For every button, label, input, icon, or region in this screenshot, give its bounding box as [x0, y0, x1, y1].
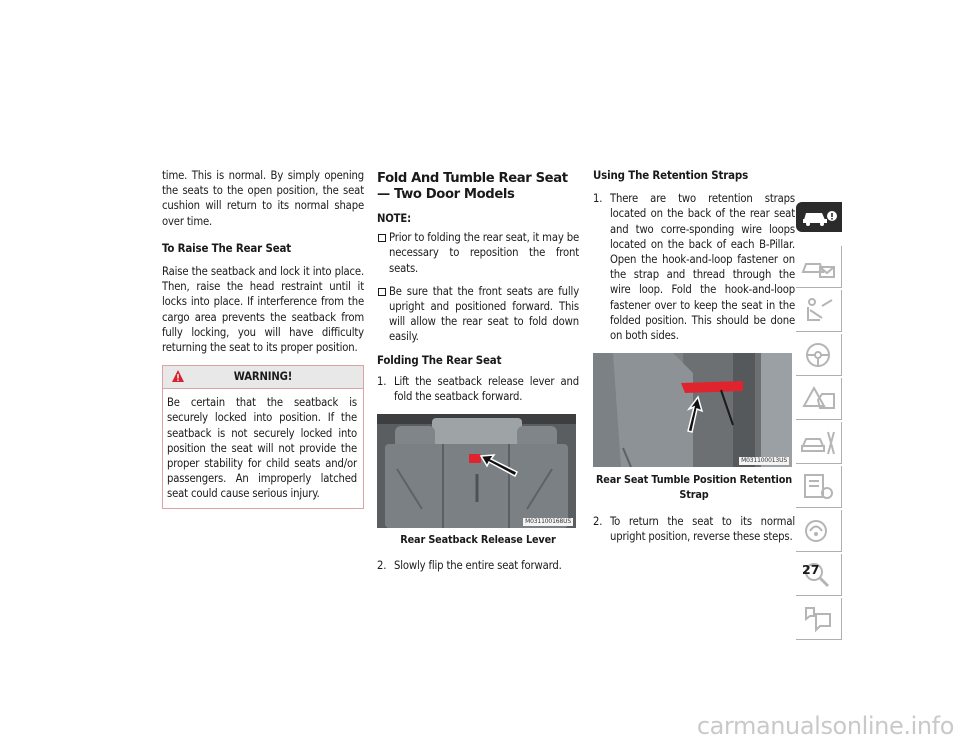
- vehicle-info-icon: [800, 207, 838, 227]
- strap-illustration: [593, 353, 792, 467]
- warning-title: WARNING!: [233, 370, 293, 384]
- warning-triangle-icon: [171, 369, 185, 383]
- fold-tumble-heading: Fold And Tumble Rear Seat — Two Door Models: [377, 171, 568, 202]
- column-middle: [377, 168, 579, 574]
- retention-strap-photo: [593, 353, 792, 467]
- step-item: [593, 514, 795, 544]
- step-item: [593, 191, 795, 343]
- image-code: M031100013US: [741, 457, 787, 465]
- tab-multimedia[interactable]: [796, 510, 842, 552]
- safety-messages-icon: [800, 252, 838, 282]
- intro-paragraph: time. This is normal. By simply opening the seats to the open position, the seat cushion will return to its normal shape over time.: [162, 169, 364, 228]
- languages-icon: [800, 604, 838, 634]
- emergency-icon: [800, 384, 838, 414]
- steering-wheel-icon: [800, 340, 838, 370]
- tab-specifications[interactable]: [796, 466, 842, 508]
- seatback-illustration: [377, 414, 576, 528]
- step-number: 1.: [593, 192, 603, 206]
- warning-header: [163, 366, 363, 389]
- folding-heading: Folding The Rear Seat: [377, 352, 502, 367]
- step-text: There are two retention straps located on the back of the rear seat and two corre-sponding wire loops located on the back of each B-Pillar. Open the hook-and-loop fastener on the strap and thread through the wire loop. Fold the hook-and-loop fastener over to keep the seat in the folded position. This should be done on both sides.: [610, 192, 795, 343]
- tab-vehicle-info[interactable]: [796, 202, 842, 232]
- note-bullet-text: Prior to folding the rear seat, it may be necessary to reposition the front seats.: [389, 231, 579, 275]
- step-text: To return the seat to its normal upright position, reverse these steps.: [610, 514, 795, 543]
- column-right: [593, 168, 795, 544]
- step-number: 2.: [377, 559, 387, 573]
- image-code: M031100168US: [525, 518, 571, 526]
- tab-safety-messages[interactable]: [796, 246, 842, 288]
- watermark: carmanualsonline.info: [696, 712, 954, 740]
- rear-seatback-photo: [377, 414, 576, 528]
- specifications-icon: [800, 472, 838, 502]
- service-tools-icon: [800, 428, 838, 458]
- warning-text: Be certain that the seatback is securely locked into position. If the seatback is not securely locked into position the seat will not provide the proper stability for child seats and/or passengers. An improperly latched seat could cause serious injury.: [167, 396, 357, 501]
- note-bullet: [377, 284, 579, 345]
- tab-emergency[interactable]: [796, 378, 842, 420]
- note-bullet: [377, 230, 579, 276]
- step-item: [377, 558, 579, 573]
- multimedia-icon: [800, 516, 838, 546]
- raise-seat-heading: To Raise The Rear Seat: [162, 240, 292, 255]
- seats-safety-icon: [800, 296, 838, 326]
- column-left: [162, 168, 364, 509]
- step-item: [377, 374, 579, 404]
- note-bullet-text: Be sure that the front seats are fully upright and positioned forward. This will allow the rear seat to fold down easily.: [389, 284, 579, 344]
- raise-seat-paragraph: Raise the seatback and lock it into place. Then, raise the head restraint until it locks into place. If interference from the cargo area prevents the seatback from fully locking, you will have difficulty returning the seat to its proper position.: [162, 265, 364, 355]
- retention-straps-heading: Using The Retention Straps: [593, 168, 749, 182]
- note-label: NOTE:: [377, 212, 411, 225]
- step-text: Lift the seatback release lever and fold the seatback forward.: [394, 374, 579, 404]
- tab-languages[interactable]: [796, 598, 842, 640]
- tab-steering[interactable]: [796, 334, 842, 376]
- page-number: 27: [802, 562, 820, 577]
- step-text: Slowly flip the entire seat forward.: [394, 559, 562, 573]
- warning-box: [162, 365, 364, 508]
- tab-seats-safety[interactable]: [796, 290, 842, 332]
- checkbox-bullet-icon: [378, 288, 386, 296]
- image-caption: Rear Seat Tumble Position Retention Strap: [595, 473, 793, 502]
- step-number: 1.: [377, 374, 387, 388]
- checkbox-bullet-icon: [378, 234, 386, 242]
- tab-service[interactable]: [796, 422, 842, 464]
- step-number: 2.: [593, 514, 603, 528]
- image-caption: Rear Seatback Release Lever: [400, 533, 556, 547]
